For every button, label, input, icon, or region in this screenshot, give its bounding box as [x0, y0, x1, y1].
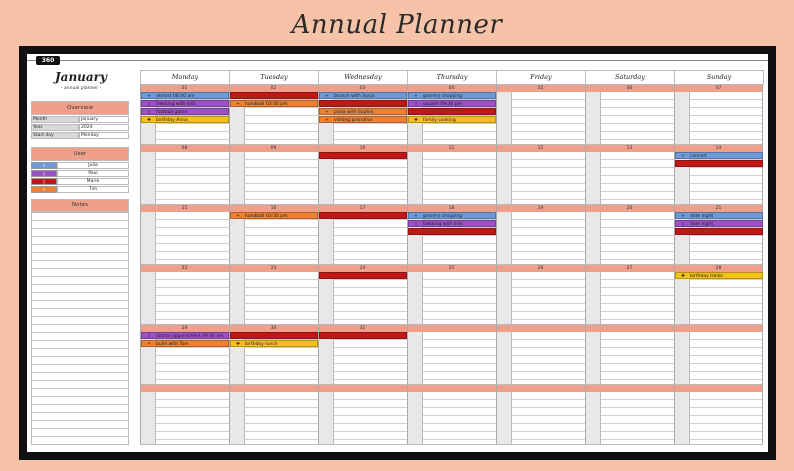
- date-number: 31: [359, 326, 366, 331]
- event-user-icon: +: [414, 214, 418, 219]
- day-cell-shade[interactable]: [229, 272, 245, 324]
- day-cell-shade[interactable]: [585, 212, 601, 264]
- event-user-icon: ✚: [147, 118, 151, 123]
- overview-header: Overview: [31, 101, 129, 115]
- calendar-event[interactable]: [675, 228, 763, 235]
- calendar-event[interactable]: [230, 332, 318, 339]
- day-cell-shade[interactable]: [229, 392, 245, 444]
- event-user-icon: +: [414, 94, 418, 99]
- day-divider: [229, 145, 230, 204]
- date-number: 13: [626, 146, 633, 151]
- calendar-event[interactable]: [141, 340, 229, 347]
- calendar-event[interactable]: [675, 160, 763, 167]
- day-divider: [140, 205, 141, 264]
- date-number: 11: [448, 146, 455, 151]
- date-number: [407, 325, 496, 332]
- day-divider: [496, 85, 497, 144]
- event-label: doctor appointment 09:30 am: [156, 334, 224, 339]
- event-user-icon: +: [681, 214, 685, 219]
- overview-key: Year: [31, 124, 79, 131]
- calendar-event[interactable]: [675, 212, 763, 219]
- day-cell-shade[interactable]: [674, 272, 690, 324]
- event-label: squash 09:30 pm: [423, 102, 463, 107]
- top-divider: [27, 60, 768, 61]
- day-divider: [496, 325, 497, 384]
- page-title: Annual Planner: [291, 10, 503, 40]
- overview-value[interactable]: Monday: [79, 132, 129, 139]
- event-label: handball 03:30 pm: [245, 102, 288, 107]
- user-color-swatch: ◊: [31, 170, 57, 177]
- calendar-event[interactable]: [408, 220, 496, 227]
- day-cell-shade[interactable]: [140, 272, 156, 324]
- day-divider: [585, 385, 586, 444]
- day-divider: [762, 325, 763, 384]
- weekday-header-monday: Monday: [140, 70, 230, 85]
- day-cell-shade[interactable]: [140, 212, 156, 264]
- calendar-event[interactable]: [319, 332, 407, 339]
- week-row: [140, 265, 763, 324]
- day-divider: [140, 385, 141, 444]
- day-divider: [674, 85, 675, 144]
- date-number: 10: [359, 146, 366, 151]
- overview-row-startday: [31, 132, 129, 139]
- calendar-event[interactable]: [230, 92, 318, 99]
- date-number: [585, 385, 674, 392]
- date-number: 06: [626, 86, 633, 91]
- event-label: build with Tom: [156, 342, 189, 347]
- calendar-event[interactable]: [141, 108, 229, 115]
- event-label: birthday Anna: [156, 118, 188, 123]
- user-color-swatch: ◊: [31, 178, 57, 185]
- date-number: 19: [537, 206, 544, 211]
- calendar-event[interactable]: [141, 92, 229, 99]
- date-number: 09: [270, 146, 277, 151]
- event-user-icon: +: [147, 94, 151, 99]
- date-number: 03: [359, 86, 366, 91]
- weekday-header-thursday: Thursday: [407, 70, 497, 85]
- planner-sheet: [27, 54, 768, 452]
- weekday-header-sunday: Sunday: [674, 70, 764, 85]
- calendar-event[interactable]: [319, 272, 407, 279]
- calendar-event[interactable]: [319, 152, 407, 159]
- day-divider: [140, 145, 141, 204]
- day-cell-shade[interactable]: [496, 92, 512, 144]
- day-divider: [496, 205, 497, 264]
- date-number: 14: [715, 146, 722, 151]
- date-number: 24: [359, 266, 366, 271]
- user-row[interactable]: [31, 186, 129, 193]
- notes-header: Notes: [31, 199, 129, 212]
- event-label: handball 03:30 pm: [245, 214, 288, 219]
- date-number: 21: [715, 206, 722, 211]
- day-divider: [407, 145, 408, 204]
- event-label: family cooking: [423, 118, 456, 123]
- day-cell-shade[interactable]: [496, 392, 512, 444]
- day-cell-shade[interactable]: [496, 332, 512, 384]
- overview-value[interactable]: 2024: [79, 124, 129, 131]
- calendar-event[interactable]: [408, 212, 496, 219]
- day-cell-shade[interactable]: [318, 272, 334, 324]
- user-color-swatch: +: [31, 186, 57, 193]
- overview-value[interactable]: January: [79, 116, 129, 123]
- date-number: [674, 385, 763, 392]
- week-row: [140, 325, 763, 384]
- notes-area[interactable]: [31, 212, 129, 445]
- calendar-event[interactable]: [408, 228, 496, 235]
- calendar-event[interactable]: [408, 108, 496, 115]
- date-number: [496, 325, 585, 332]
- day-divider: [762, 385, 763, 444]
- date-number: 05: [537, 86, 544, 91]
- day-cell-shade[interactable]: [674, 392, 690, 444]
- event-user-icon: ◊: [681, 222, 685, 227]
- day-divider: [585, 265, 586, 324]
- event-label: dentist 08:00 am: [156, 94, 195, 99]
- day-divider: [585, 205, 586, 264]
- calendar-event[interactable]: [230, 340, 318, 347]
- calendar-event[interactable]: [319, 116, 407, 123]
- day-divider: [674, 325, 675, 384]
- event-label: date night: [690, 222, 714, 227]
- user-color-swatch: +: [31, 162, 57, 169]
- calendar-event[interactable]: [408, 116, 496, 123]
- calendar-event[interactable]: [230, 212, 318, 219]
- calendar-event[interactable]: [319, 108, 407, 115]
- day-cell-shade[interactable]: [229, 152, 245, 204]
- overview-key: Start day: [31, 132, 79, 139]
- day-cell-shade[interactable]: [585, 152, 601, 204]
- event-user-icon: ◊: [414, 222, 418, 227]
- day-cell-shade[interactable]: [674, 92, 690, 144]
- event-user-icon: +: [325, 110, 329, 115]
- calendar-event[interactable]: [319, 100, 407, 107]
- day-divider: [674, 385, 675, 444]
- calendar-event[interactable]: [675, 152, 763, 159]
- weekday-header-tuesday: Tuesday: [229, 70, 319, 85]
- day-divider: [496, 145, 497, 204]
- date-number: [229, 385, 318, 392]
- day-divider: [762, 85, 763, 144]
- event-label: brunch with Sonja: [334, 94, 375, 99]
- user-row[interactable]: [31, 162, 129, 169]
- day-cell-shade[interactable]: [140, 392, 156, 444]
- date-number: 30: [270, 326, 277, 331]
- day-divider: [407, 385, 408, 444]
- weekday-header-saturday: Saturday: [585, 70, 675, 85]
- day-cell-shade[interactable]: [140, 152, 156, 204]
- event-user-icon: ◊: [414, 102, 418, 107]
- event-user-icon: +: [147, 342, 151, 347]
- day-cell-shade[interactable]: [407, 392, 423, 444]
- day-cell-shade[interactable]: [496, 152, 512, 204]
- day-cell-shade[interactable]: [318, 212, 334, 264]
- event-label: concert: [690, 154, 707, 159]
- calendar-event[interactable]: [408, 100, 496, 107]
- date-number: [674, 325, 763, 332]
- calendar-event[interactable]: [319, 92, 407, 99]
- calendar-event[interactable]: [141, 116, 229, 123]
- date-number: 07: [715, 86, 722, 91]
- date-number: 23: [270, 266, 277, 271]
- day-cell-shade[interactable]: [407, 332, 423, 384]
- day-cell-shade[interactable]: [318, 392, 334, 444]
- day-divider: [585, 325, 586, 384]
- week-row: [140, 145, 763, 204]
- weekday-header-wednesday: Wednesday: [318, 70, 408, 85]
- event-user-icon: +: [236, 214, 240, 219]
- calendar-event[interactable]: [319, 212, 407, 219]
- event-user-icon: +: [325, 94, 329, 99]
- event-user-icon: ✚: [236, 342, 240, 347]
- event-user-icon: +: [325, 118, 329, 123]
- day-divider: [496, 385, 497, 444]
- calendar-event[interactable]: [141, 332, 229, 339]
- date-number: 02: [270, 86, 277, 91]
- week-row: [140, 85, 763, 144]
- event-user-icon: ✚: [681, 274, 685, 279]
- user-name: Tim: [57, 186, 129, 193]
- event-user-icon: ✚: [414, 118, 418, 123]
- calendar-event[interactable]: [141, 100, 229, 107]
- date-number: [407, 385, 496, 392]
- user-row[interactable]: [31, 178, 129, 185]
- event-label: pizza with Sophie: [334, 110, 374, 115]
- user-row[interactable]: [31, 170, 129, 177]
- date-number: 29: [181, 326, 188, 331]
- date-number: [585, 325, 674, 332]
- week-row: [140, 385, 763, 444]
- event-label: grocery shopping: [423, 94, 463, 99]
- day-divider: [140, 265, 141, 324]
- day-divider: [496, 265, 497, 324]
- event-label: birthday Heike: [690, 274, 723, 279]
- date-number: [318, 385, 407, 392]
- date-number: 28: [715, 266, 722, 271]
- day-cell-shade[interactable]: [585, 272, 601, 324]
- user-name: Paul: [57, 170, 129, 177]
- day-divider: [229, 265, 230, 324]
- date-number: 08: [181, 146, 188, 151]
- calendar-event[interactable]: [230, 100, 318, 107]
- date-number: [140, 385, 229, 392]
- user-name: Julia: [57, 162, 129, 169]
- calendar-event[interactable]: [675, 272, 763, 279]
- date-number: 22: [181, 266, 188, 271]
- event-label: grocery shopping: [423, 214, 463, 219]
- user-name: Marie: [57, 178, 129, 185]
- calendar-event[interactable]: [675, 220, 763, 227]
- day-divider: [229, 385, 230, 444]
- date-number: 01: [181, 86, 188, 91]
- day-cell-shade[interactable]: [496, 272, 512, 324]
- day-cell-shade[interactable]: [318, 152, 334, 204]
- date-number: [496, 385, 585, 392]
- user-header: User: [31, 147, 129, 161]
- overview-row-year: [31, 124, 129, 131]
- event-label: trekking with kids: [423, 222, 463, 227]
- date-number: 18: [448, 206, 455, 211]
- event-user-icon: +: [681, 154, 685, 159]
- event-label: date night: [690, 214, 714, 219]
- day-divider: [407, 265, 408, 324]
- day-cell-shade[interactable]: [229, 212, 245, 264]
- event-label: visiting grandma: [334, 118, 372, 123]
- calendar-event[interactable]: [408, 92, 496, 99]
- day-cell-shade[interactable]: [407, 152, 423, 204]
- day-cell-shade[interactable]: [585, 92, 601, 144]
- day-cell-shade[interactable]: [585, 392, 601, 444]
- event-user-icon: +: [236, 102, 240, 107]
- date-number: 25: [448, 266, 455, 271]
- overview-key: Month: [31, 116, 79, 123]
- day-divider: [407, 325, 408, 384]
- date-number: 12: [537, 146, 544, 151]
- week-row: [140, 205, 763, 264]
- date-number: 16: [270, 206, 277, 211]
- month-subtitle: - annual planner -: [60, 86, 102, 91]
- date-number: 17: [359, 206, 366, 211]
- day-divider: [318, 385, 319, 444]
- month-title: January: [55, 70, 107, 84]
- day-divider: [585, 85, 586, 144]
- logo-badge: 360: [36, 56, 60, 65]
- day-cell-shade[interactable]: [496, 212, 512, 264]
- day-cell-shade[interactable]: [585, 332, 601, 384]
- date-number: 04: [448, 86, 455, 91]
- event-user-icon: ◊: [147, 334, 151, 339]
- overview-row-month: [31, 116, 129, 123]
- day-cell-shade[interactable]: [318, 332, 334, 384]
- date-number: 20: [626, 206, 633, 211]
- day-divider: [585, 145, 586, 204]
- day-cell-shade[interactable]: [407, 272, 423, 324]
- date-number: 15: [181, 206, 188, 211]
- date-number: 27: [626, 266, 633, 271]
- event-label: trekking with kids: [156, 102, 196, 107]
- day-cell-shade[interactable]: [674, 332, 690, 384]
- event-label: football game: [156, 110, 188, 115]
- date-number: 26: [537, 266, 544, 271]
- event-user-icon: ◊: [147, 110, 151, 115]
- event-user-icon: ◊: [147, 102, 151, 107]
- weekday-header-friday: Friday: [496, 70, 586, 85]
- event-label: birthday lunch: [245, 342, 278, 347]
